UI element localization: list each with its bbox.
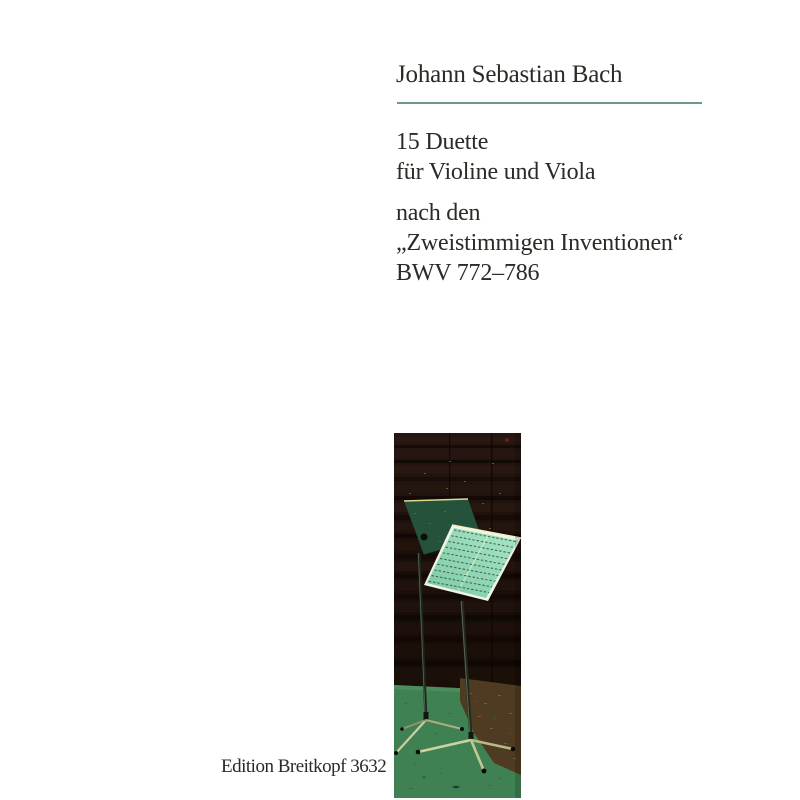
work-subtitle-line: „Zweistimmigen Inventionen“ bbox=[396, 230, 684, 256]
work-title bbox=[396, 127, 595, 187]
cover-photo-graphic bbox=[394, 433, 521, 798]
divider-rule bbox=[397, 102, 702, 104]
desk-hinge-knob bbox=[421, 534, 428, 541]
stage-floor bbox=[394, 678, 521, 798]
publisher-imprint: Edition Breitkopf 3632 bbox=[221, 756, 387, 777]
composer-name: Johann Sebastian Bach bbox=[396, 61, 623, 88]
work-title-line: 15 Duette bbox=[396, 129, 489, 155]
cover-photo bbox=[394, 433, 521, 798]
curtain-red-speck bbox=[505, 438, 509, 442]
work-subtitle-line: BWV 772–786 bbox=[396, 260, 540, 286]
floor-mark bbox=[422, 776, 426, 778]
floor-mark bbox=[453, 786, 460, 789]
work-subtitle bbox=[396, 198, 683, 288]
work-title-line: für Violine und Viola bbox=[396, 159, 596, 185]
work-subtitle-line: nach den bbox=[396, 200, 481, 226]
photo-edge-shading bbox=[515, 433, 521, 798]
